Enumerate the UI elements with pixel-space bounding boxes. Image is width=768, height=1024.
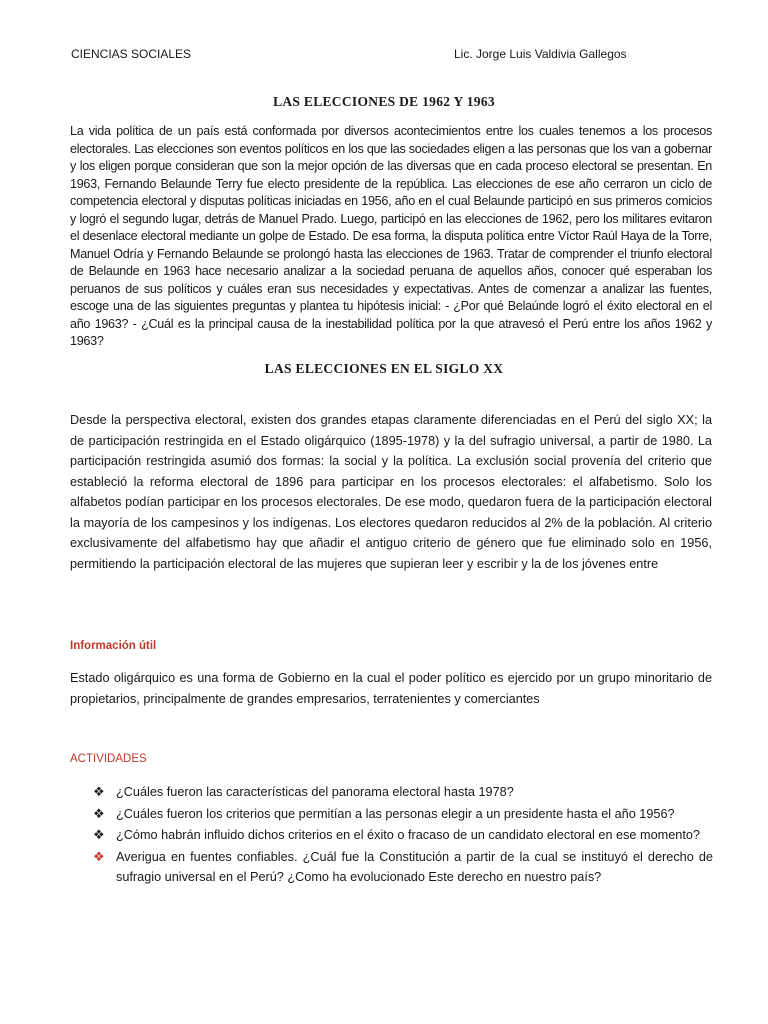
list-item [93,847,713,888]
header-author: Lic. Jorge Luis Valdivia Gallegos [454,47,627,61]
info-body: Estado oligárquico es una forma de Gobierno en la cual el poder político es ejercido por un grupo minoritario de propietarios, principalmente de grandes empresarios, terratenientes y comerciantes [70,671,712,706]
section2-body: Desde la perspectiva electoral, existen dos grandes etapas claramente diferenciadas en el Perú del siglo XX; la de participación restringida en el Estado oligárquico (1895-1978) y la del sufragio universal, a partir de 1980. La participación restringida asumió dos formas: la social y la política. La exclusión social provenía del criterio que estableció la reforma electoral de 1896 para participar en los procesos electorales: el alfabetismo. Solo los alfabetos podían participar en los procesos electorales. De ese modo, quedaron fuera de la participación electoral la mayoría de los campesinos y los indígenas. Los electores quedaron reducidos al 2% de la población. Al criterio exclusivamente del alfabetismo hay que añadir el antiguo criterio de género que fue eliminado solo en 1956, permitiendo la participación electoral de las mujeres que supieran leer y escribir y la de los jóvenes entre [70,413,712,571]
section1-title: LAS ELECCIONES DE 1962 Y 1963 [273,94,495,109]
activity-text: ¿Cuáles fueron los criterios que permitían a las personas elegir a un presidente hasta el año 1956? [116,806,675,821]
activities-label: ACTIVIDADES [70,753,147,765]
header-subject: CIENCIAS SOCIALES [71,47,192,61]
activity-text: ¿Cuáles fueron las características del panorama electoral hasta 1978? [116,785,514,799]
list-item [93,782,713,803]
activity-text: Averigua en fuentes confiables. ¿Cuál fue la Constitución a partir de la cual se instituyó el derecho de sufragio universal en el Perú? ¿Como ha evolucionado Este derecho en nuestro país? [116,849,713,884]
info-label: Información útil [70,640,157,652]
activity-text: ¿Cómo habrán influido dichos criterios en el éxito o fracaso de un candidato electoral en ese momento? [116,828,700,842]
section1-body: La vida política de un país está conformada por diversos acontecimientos entre los cuales tenemos a los procesos electorales. Las elecciones son eventos políticos en los que las sociedades eligen a las personas que los van a gobernar y los eligen porque consideran que son la mejor opción de las diversas que en cada proceso electoral se presentan. En 1963, Fernando Belaunde Terry fue electo presidente de la república. Las elecciones de ese año cerraron un ciclo de competencia electoral y disputas políticas iniciadas en 1956, año en el cual Belaunde participó en sus primeros comicios y logró el segundo lugar, detrás de Manuel Prado. Luego, participó en las elecciones de 1962, pero los militares evitaron el desenlace electoral mediante un golpe de Estado. De esa forma, la disputa política entre Víctor Raúl Haya de la Torre, Manuel Odría y Fernando Belaunde se prolongó hasta las elecciones de 1963. Tratar de comprender el triunfo electoral de Belaunde en 1963 hace necesario analizar a la sociedad peruana de aquellos años, conocer qué esperaban los peruanos de sus políticos y cuáles eran sus necesidades y expectativas. Antes de comenzar a analizar las fuentes, escoge una de las siguientes preguntas y plantea tu hipótesis inicial: - ¿Por qué Belaúnde logró el éxito electoral en el año 1963? - ¿Cuál es la principal causa de la inestabilidad política por la que atravesó el Perú entre los años 1962 y 1963? [70,124,712,348]
diamond-bullet-icon: ❖ [93,827,105,842]
section2-title: LAS ELECCIONES EN EL SIGLO XX [264,361,504,376]
diamond-bullet-icon: ❖ [93,805,105,821]
list-item [93,804,713,825]
diamond-bullet-icon: ❖ [93,848,105,864]
list-item [93,825,713,846]
diamond-bullet-icon: ❖ [93,784,105,799]
activities-list [93,782,713,889]
